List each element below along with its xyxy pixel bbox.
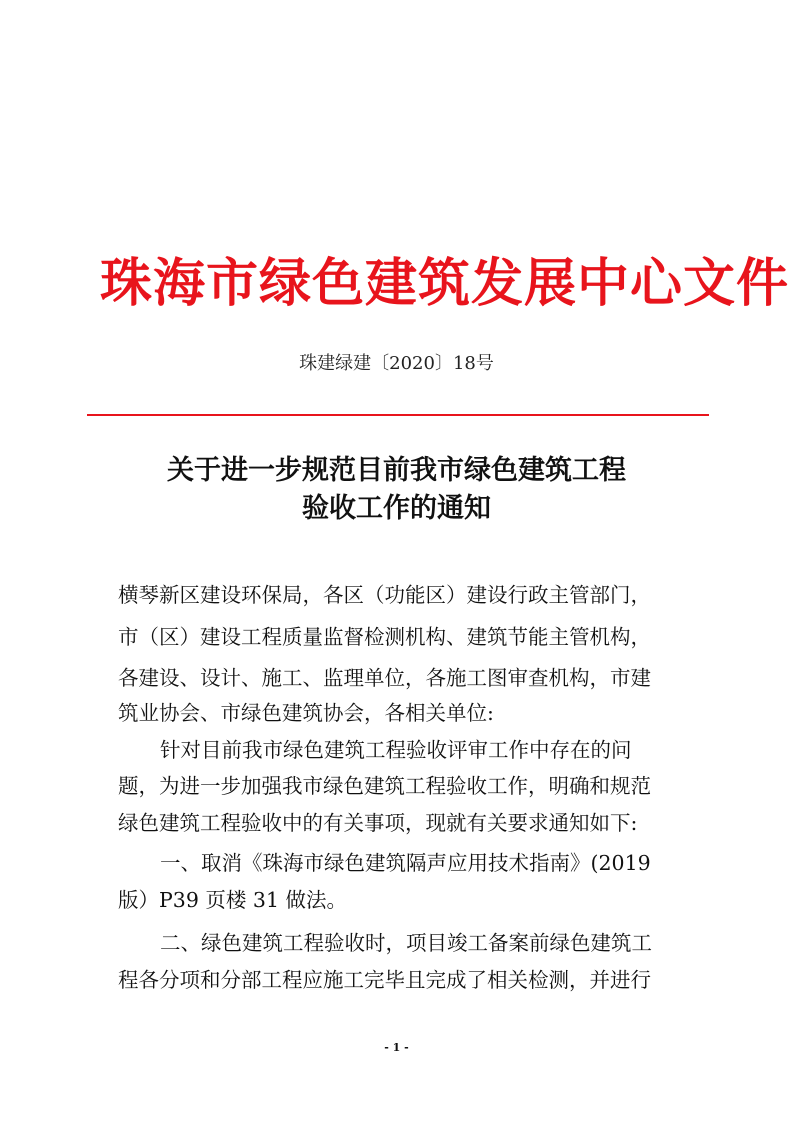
- body-line-7: 绿色建筑工程验收中的有关事项，现就有关要求通知如下:: [118, 811, 638, 835]
- body-line-8: 一、取消《珠海市绿色建筑隔声应用技术指南》(2019: [160, 851, 651, 875]
- notice-title: [0, 452, 793, 528]
- body-line-11: 程各分项和分部工程应施工完毕且完成了相关检测，并进行: [118, 968, 651, 992]
- body-line-5: 针对目前我市绿色建筑工程验收评审工作中存在的问: [160, 738, 632, 762]
- page-number: - 1 -: [384, 1041, 409, 1054]
- body-line-3: 各建设、设计、施工、监理单位，各施工图审查机构，市建: [118, 666, 651, 690]
- issuer-header-title: 珠海市绿色建筑发展中心文件: [100, 253, 790, 314]
- body-line-4: 筑业协会、市绿色建筑协会，各相关单位:: [118, 701, 494, 725]
- notice-title-line-1: 关于进一步规范目前我市绿色建筑工程: [167, 455, 626, 486]
- body-line-9: 版）P39 页楼 31 做法。: [118, 888, 348, 912]
- document-number: 珠建绿建〔2020〕18号: [299, 353, 494, 374]
- body-line-1: 横琴新区建设环保局，各区（功能区）建设行政主管部门，: [118, 583, 651, 607]
- red-separator-line: [87, 414, 709, 416]
- body-line-10: 二、绿色建筑工程验收时，项目竣工备案前绿色建筑工: [160, 931, 652, 955]
- body-line-2: 市（区）建设工程质量监督检测机构、建筑节能主管机构，: [118, 625, 651, 649]
- notice-title-line-2: 验收工作的通知: [302, 493, 491, 524]
- body-line-6: 题，为进一步加强我市绿色建筑工程验收工作，明确和规范: [118, 774, 651, 798]
